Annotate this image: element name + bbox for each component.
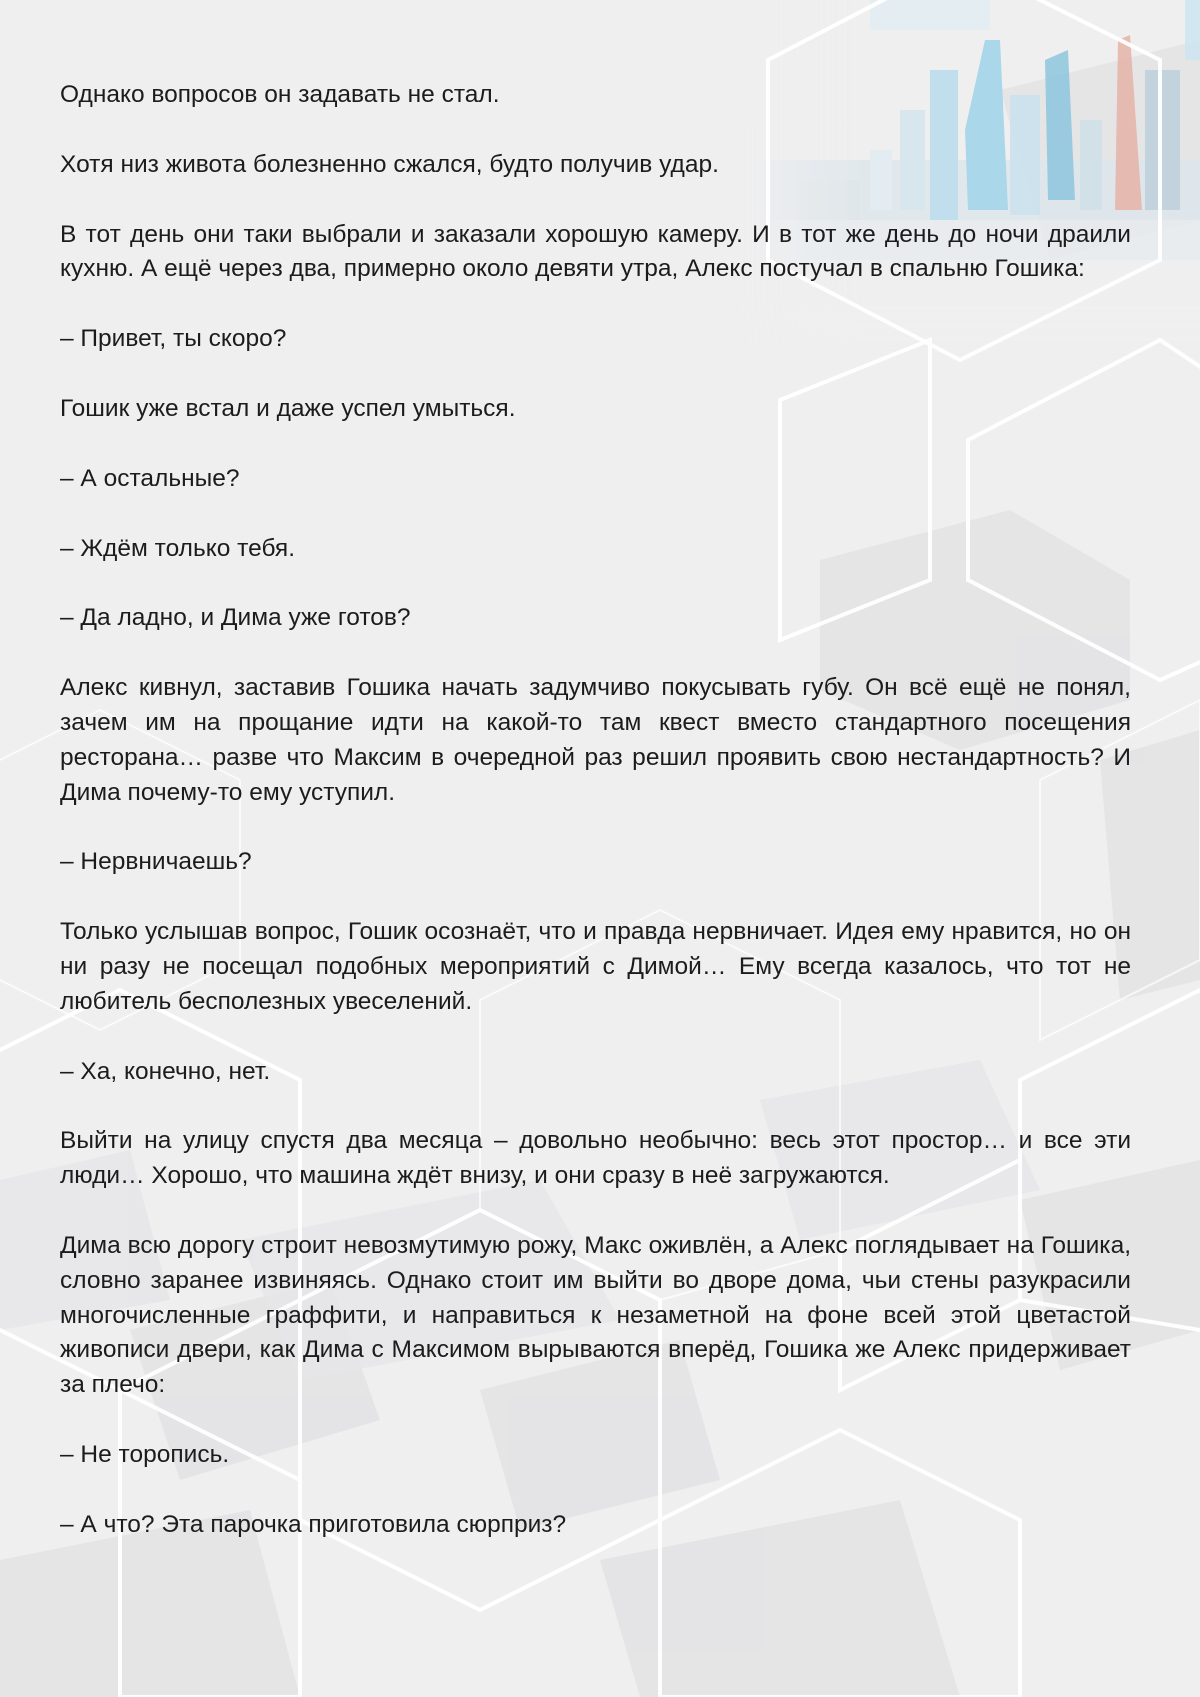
dialogue-line-3: – Ждём только тебя. [60,534,296,562]
paragraph-7: Выйти на улицу спустя два месяца – довольно необычно: весь этот простор… и все эти люди… Хорошо, что машина ждёт внизу, и они сразу в неё загружаются. [60,1127,1131,1190]
dialogue-line-8: – А что? Эта парочка приготовила сюрприз? [60,1510,567,1538]
paragraph-5: Алекс кивнул, заставив Гошика начать задумчиво покусывать губу. Он всё ещё не понял, зачем им на прощание идти на какой-то там квест вместо стандартного посещения ресторана… разве что Максим в очередной раз решил проявить свою нестандартность? И Дима почему-то ему уступил. [60,674,1131,806]
dialogue-line-6: – Ха, конечно, нет. [60,1057,271,1085]
document-body [60,78,1131,1578]
paragraph-6: Только услышав вопрос, Гошик осознаёт, что и правда нервничает. Идея ему нравится, но он ни разу не посещал подобных мероприятий с Димой… Ему всегда казалось, что тот не любитель бесполезных увеселений. [60,918,1131,1015]
dialogue-line-7: – Не торопись. [60,1440,230,1468]
dialogue-line-4: – Да ладно, и Дима уже готов? [60,604,411,632]
paragraph-4: Гошик уже встал и даже успел умыться. [60,394,516,422]
paragraph-3: В тот день они таки выбрали и заказали хорошую камеру. И в тот же день до ночи драили кухню. А ещё через два, примерно около девяти утра, Алекс постучал в спальню Гошика: [60,220,1131,283]
dialogue-line-2: – А остальные? [60,464,240,492]
dialogue-line-5: – Нервничаешь? [60,848,252,876]
dialogue-line-1: – Привет, ты скоро? [60,325,287,353]
paragraph-2: Хотя низ живота болезненно сжался, будто получив удар. [60,150,719,178]
paragraph-8: Дима всю дорогу строит невозмутимую рожу, Макс оживлён, а Алекс поглядывает на Гошика, словно заранее извиняясь. Однако стоит им выйти во дворе дома, чьи стены разукрасили многочисленные граффити, и направиться к незаметной на фоне всей этой цветастой живописи двери, как Дима с Максимом вырываются вперёд, Гошика же Алекс придерживает за плечо: [60,1231,1131,1399]
paragraph-1: Однако вопросов он задавать не стал. [60,81,500,108]
